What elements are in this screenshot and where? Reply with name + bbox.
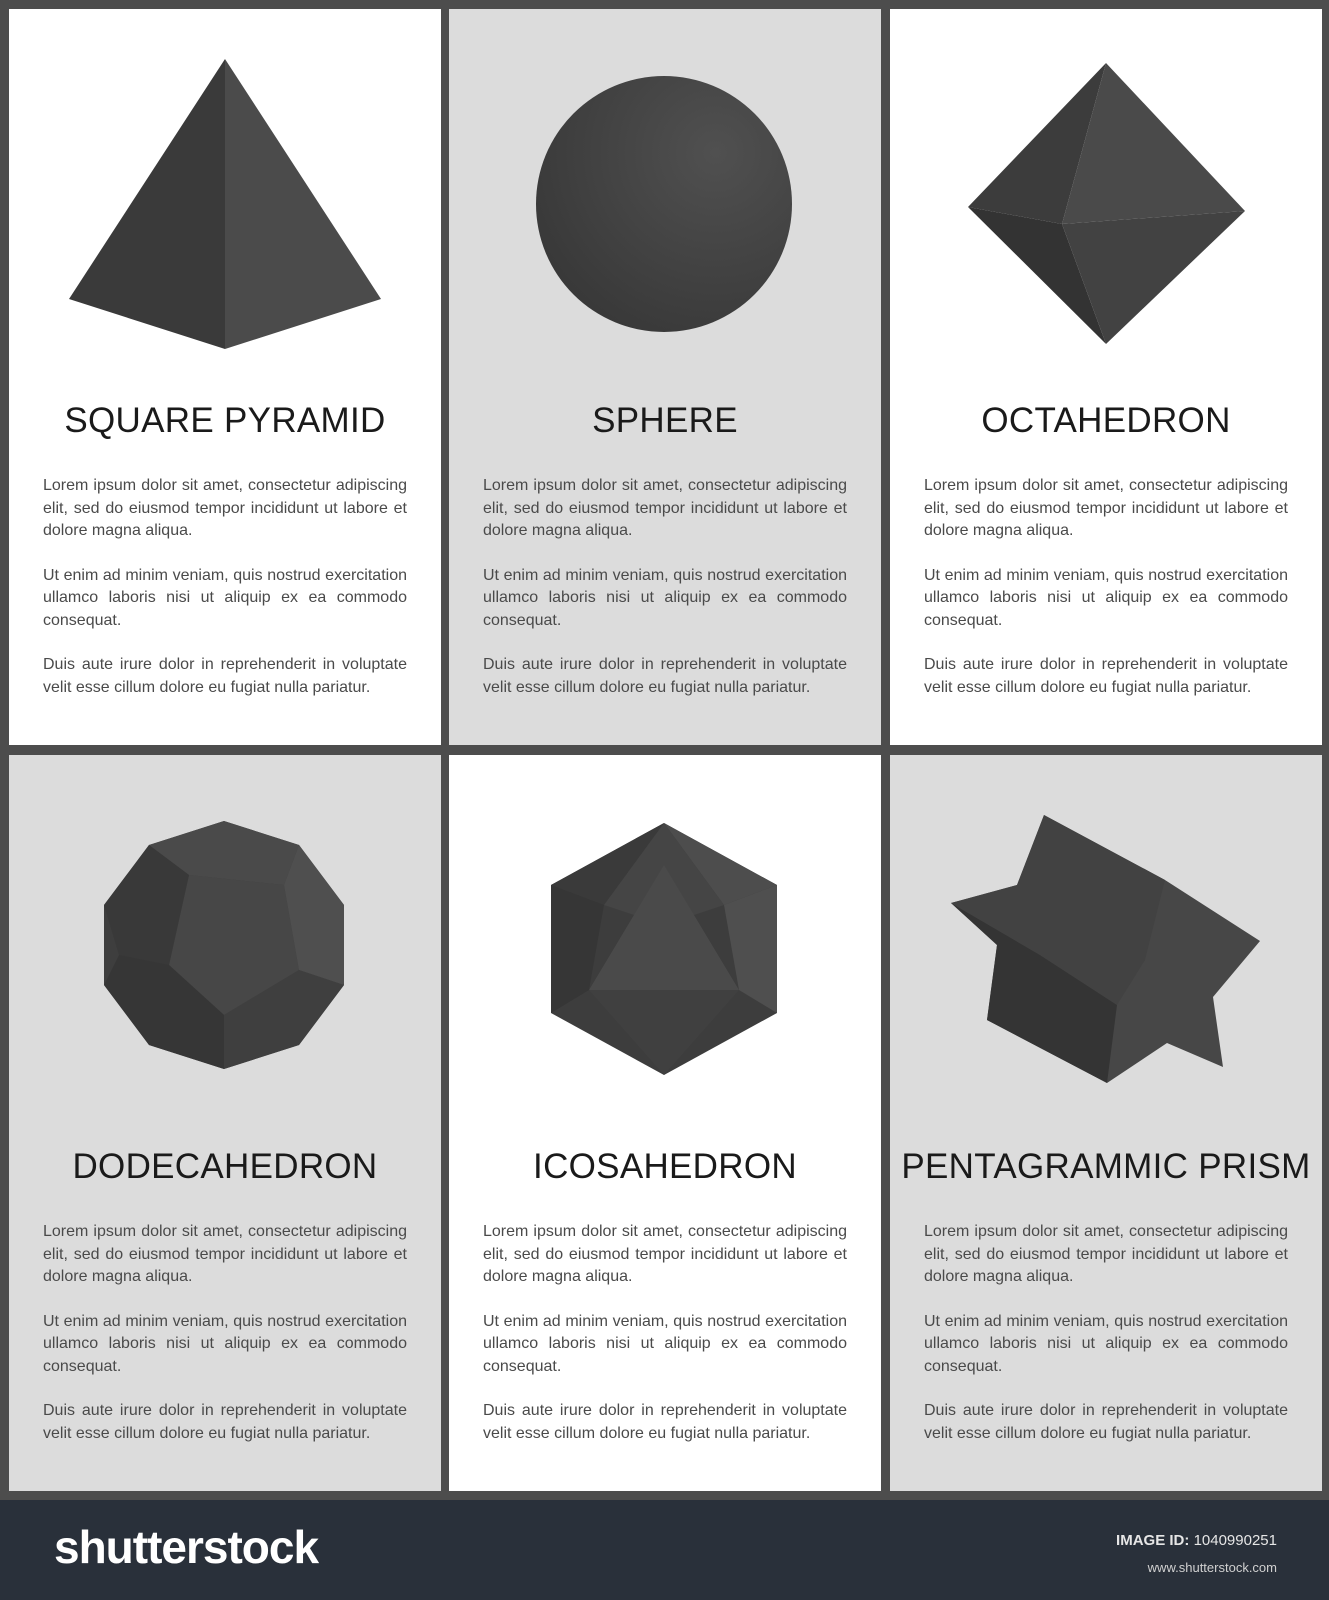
card-description (483, 475, 847, 721)
card-dodecahedron (9, 755, 441, 1491)
card-description (43, 475, 407, 721)
sphere-illustration (449, 9, 881, 379)
square-pyramid-illustration (9, 9, 441, 379)
paragraph: Ut enim ad minim veniam, quis nostrud exercitation ullamco laboris nisi ut aliquip ex ea commodo consequat. (43, 566, 407, 629)
card-description (924, 1221, 1288, 1467)
card-sphere (449, 9, 881, 745)
site-url: www.shutterstock.com (1147, 1560, 1277, 1575)
paragraph: Lorem ipsum dolor sit amet, consectetur adipiscing elit, sed do eiusmod tempor incididunt ut labore et dolore magna aliqua. (43, 1223, 407, 1285)
image-id (1116, 1532, 1277, 1549)
paragraph: Ut enim ad minim veniam, quis nostrud exercitation ullamco laboris nisi ut aliquip ex ea commodo consequat. (483, 1312, 847, 1375)
paragraph: Ut enim ad minim veniam, quis nostrud exercitation ullamco laboris nisi ut aliquip ex ea commodo consequat. (924, 1312, 1288, 1375)
card-title: PENTAGRAMMIC PRISM (901, 1147, 1311, 1186)
card-title: DODECAHEDRON (72, 1147, 378, 1186)
octahedron-illustration (890, 9, 1322, 379)
footer-bar (0, 1500, 1329, 1600)
card-octahedron (890, 9, 1322, 745)
card-icosahedron (449, 755, 881, 1491)
paragraph: Lorem ipsum dolor sit amet, consectetur adipiscing elit, sed do eiusmod tempor incididunt ut labore et dolore magna aliqua. (483, 1223, 847, 1285)
pentagrammic-prism-illustration (890, 755, 1322, 1125)
paragraph: Ut enim ad minim veniam, quis nostrud exercitation ullamco laboris nisi ut aliquip ex ea commodo consequat. (483, 566, 847, 629)
card-pentagrammic-prism (890, 755, 1322, 1491)
card-square-pyramid (9, 9, 441, 745)
dodecahedron-illustration (9, 755, 441, 1125)
paragraph: Duis aute irure dolor in reprehenderit in voluptate velit esse cillum dolore eu fugiat nulla pariatur. (924, 1402, 1288, 1442)
card-description (924, 475, 1288, 721)
image-id-label: IMAGE ID: (1116, 1532, 1190, 1549)
paragraph: Lorem ipsum dolor sit amet, consectetur adipiscing elit, sed do eiusmod tempor incididunt ut labore et dolore magna aliqua. (43, 477, 407, 539)
paragraph: Ut enim ad minim veniam, quis nostrud exercitation ullamco laboris nisi ut aliquip ex ea commodo consequat. (924, 566, 1288, 629)
shutterstock-logo: shutterstock (54, 1521, 319, 1573)
paragraph: Duis aute irure dolor in reprehenderit in voluptate velit esse cillum dolore eu fugiat nulla pariatur. (924, 656, 1288, 696)
paragraph: Duis aute irure dolor in reprehenderit in voluptate velit esse cillum dolore eu fugiat nulla pariatur. (43, 656, 407, 696)
card-description (43, 1221, 407, 1467)
icosahedron-illustration (449, 755, 881, 1125)
card-description (483, 1221, 847, 1467)
paragraph: Duis aute irure dolor in reprehenderit in voluptate velit esse cillum dolore eu fugiat nulla pariatur. (43, 1402, 407, 1442)
card-title: OCTAHEDRON (981, 401, 1231, 440)
card-title: ICOSAHEDRON (533, 1147, 797, 1186)
paragraph: Lorem ipsum dolor sit amet, consectetur adipiscing elit, sed do eiusmod tempor incididunt ut labore et dolore magna aliqua. (924, 477, 1288, 539)
image-id-value: 1040990251 (1193, 1532, 1277, 1549)
paragraph: Lorem ipsum dolor sit amet, consectetur adipiscing elit, sed do eiusmod tempor incididunt ut labore et dolore magna aliqua. (483, 477, 847, 539)
card-title: SPHERE (592, 401, 738, 440)
paragraph: Duis aute irure dolor in reprehenderit in voluptate velit esse cillum dolore eu fugiat nulla pariatur. (483, 656, 847, 696)
paragraph: Duis aute irure dolor in reprehenderit in voluptate velit esse cillum dolore eu fugiat nulla pariatur. (483, 1402, 847, 1442)
paragraph: Lorem ipsum dolor sit amet, consectetur adipiscing elit, sed do eiusmod tempor incididunt ut labore et dolore magna aliqua. (924, 1223, 1288, 1285)
paragraph: Ut enim ad minim veniam, quis nostrud exercitation ullamco laboris nisi ut aliquip ex ea commodo consequat. (43, 1312, 407, 1375)
card-title: SQUARE PYRAMID (64, 401, 386, 440)
